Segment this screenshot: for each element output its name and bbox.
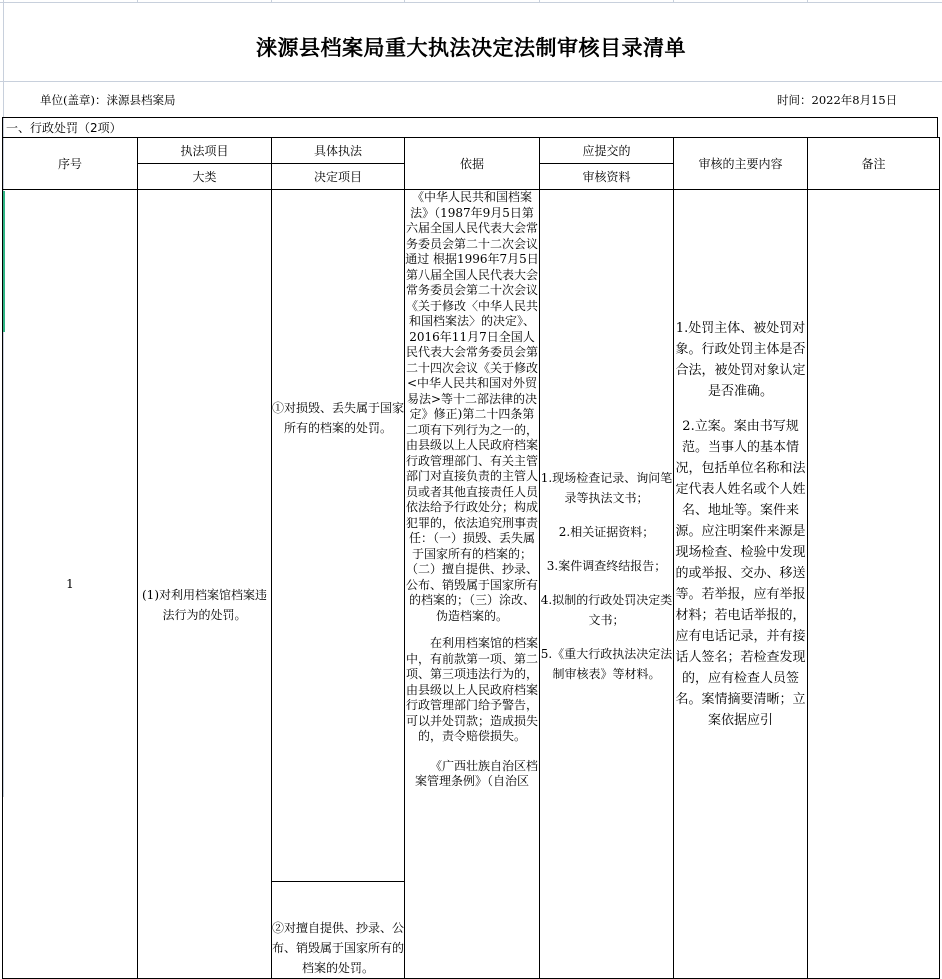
review-catalog-table	[2, 137, 940, 979]
row-remark	[808, 190, 940, 979]
header-basis: 依据	[405, 138, 540, 190]
header-category-top: 执法项目	[138, 138, 272, 164]
gridline	[807, 0, 808, 3]
gridline	[271, 0, 272, 3]
row-materials	[540, 190, 674, 979]
basis-paragraph-1: 《中华人民共和国档案法》（1987年9月5日第六届全国人民代表大会常务委员会第二十二次会议通过 根据1996年7月5日第八届全国人民代表大会常务委员会第二十次会议《关于修改〈中华人民共和国档案法〉的决定》、2016年11月7日全国人民代表大会常务委员会第二十四次会议《关于修改<中华人民共和国对外贸易法>等十二部法律的决定》修正)第二十四条第二项有下列行为之一的，由县级以上人民政府档案行政管理部门、有关主管部门对直接负责的主管人员或者其他直接责任人员依法给予行政处分；构成犯罪的，依法追究刑事责任：（一）损毁、丢失属于国家所有的档案的；（二）擅自提供、抄录、公布、销毁属于国家所有的档案的；（三）涂改、伪造档案的。	[405, 190, 539, 623]
gridline	[539, 0, 540, 3]
review-item: 1.处罚主体、被处罚对象。行政处罚主体是否合法，被处罚对象认定是否准确。	[675, 321, 806, 399]
header-seq: 序号	[3, 138, 138, 190]
material-item: 1.现场检查记录、询问笔录等执法文书；	[540, 471, 673, 505]
unit-label: 单位(盖章)：涞源县档案局	[40, 93, 176, 107]
header-category-bottom: 大类	[138, 164, 272, 190]
document-title: 涞源县档案局重大执法决定法制审核目录清单	[256, 35, 686, 60]
time-label: 时间：2022年8月15日	[777, 93, 898, 107]
gridline	[404, 0, 405, 3]
row-basis	[405, 190, 540, 979]
header-item-bottom: 决定项目	[272, 164, 405, 190]
material-item: 4.拟制的行政处罚决定类文书；	[540, 593, 673, 627]
section-title: 一、行政处罚（2项）	[2, 117, 938, 137]
header-materials-top: 应提交的	[540, 138, 674, 164]
material-item: 5.《重大行政执法决定法制审核表》等材料。	[540, 647, 673, 681]
header-materials-bottom: 审核资料	[540, 164, 674, 190]
gridline	[137, 0, 138, 3]
row-seq: 1	[3, 190, 138, 979]
row-category: (1)对利用档案馆档案违法行为的处罚。	[138, 190, 272, 979]
basis-paragraph-2: 在利用档案馆的档案中，有前款第一项、第二项、第三项违法行为的，由县级以上人民政府档案行政管理部门给予警告，可以并处罚款；造成损失的，责令赔偿损失。	[405, 636, 538, 743]
header-remark: 备注	[808, 138, 940, 190]
material-item: 2.相关证据资料；	[558, 525, 655, 539]
row-item-1: ①对损毁、丢失属于国家所有的档案的处罚。	[272, 190, 405, 882]
gridline	[0, 2, 942, 3]
gridline	[673, 0, 674, 3]
header-review: 审核的主要内容	[674, 138, 808, 190]
material-item: 3.案件调查终结报告；	[546, 559, 667, 573]
basis-paragraph-3: 《广西壮族自治区档案管理条例》（自治区	[414, 758, 538, 788]
row-review	[674, 190, 808, 979]
row-item-2: ②对擅自提供、抄录、公布、销毁属于国家所有的档案的处罚。	[272, 882, 405, 979]
review-item: 2.立案。案由书写规范。当事人的基本情况，包括单位名称和法定代表人姓名或个人姓名、地址等。案件来源。应注明案件来源是现场检查、检验中发现的或举报、交办、移送等。若举报，应有举报材料；若电话举报的，应有电话记录，并有接话人签名；若检查发现的，应有检查人员签名。案情摘要清晰；立案依据应引	[675, 419, 806, 728]
gridline	[0, 81, 942, 82]
header-item-top: 具体执法	[272, 138, 405, 164]
table-row	[3, 190, 940, 882]
